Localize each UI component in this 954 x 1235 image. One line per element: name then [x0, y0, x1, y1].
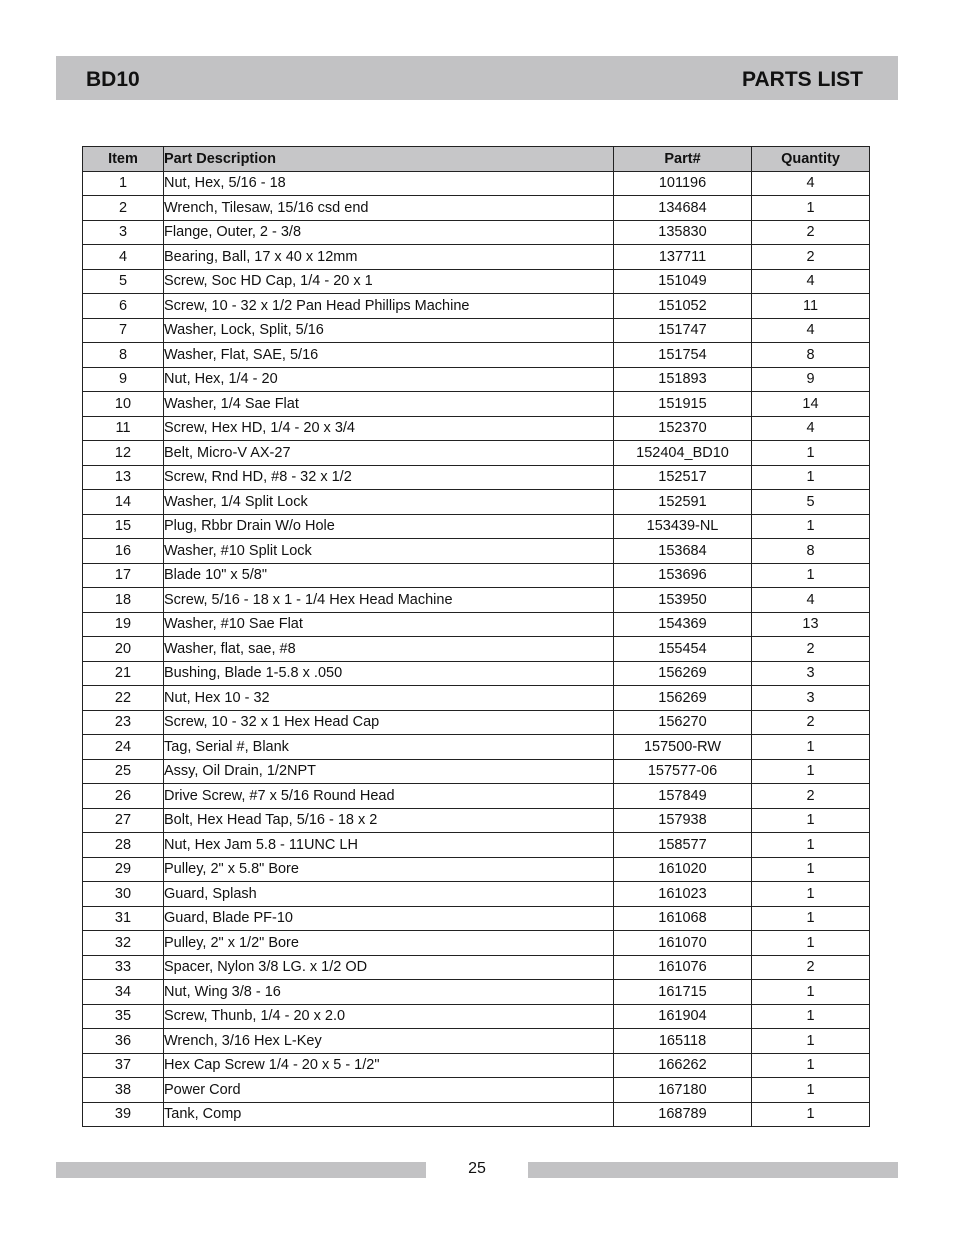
- table-row: [83, 980, 870, 1005]
- table-row: [83, 808, 870, 833]
- quantity-cell: 4: [752, 269, 870, 294]
- table-row: [83, 857, 870, 882]
- table-row: [83, 514, 870, 539]
- part-number-cell: 161070: [614, 931, 752, 956]
- description-cell: Nut, Hex 10 - 32: [164, 686, 614, 711]
- quantity-cell: 1: [752, 882, 870, 907]
- quantity-cell: 1: [752, 514, 870, 539]
- item-cell: 1: [83, 171, 164, 196]
- model-name: BD10: [86, 68, 140, 91]
- part-number-cell: 153950: [614, 588, 752, 613]
- part-number-cell: 158577: [614, 833, 752, 858]
- quantity-cell: 1: [752, 980, 870, 1005]
- item-cell: 27: [83, 808, 164, 833]
- part-number-cell: 151893: [614, 367, 752, 392]
- column-header-part-number: Part#: [614, 147, 752, 172]
- table-row: [83, 1102, 870, 1127]
- table-row: [83, 392, 870, 417]
- part-number-cell: 152370: [614, 416, 752, 441]
- item-cell: 33: [83, 955, 164, 980]
- part-number-cell: 161068: [614, 906, 752, 931]
- description-cell: Assy, Oil Drain, 1/2NPT: [164, 759, 614, 784]
- item-cell: 37: [83, 1053, 164, 1078]
- item-cell: 20: [83, 637, 164, 662]
- table-row: [83, 465, 870, 490]
- description-cell: Wrench, Tilesaw, 15/16 csd end: [164, 196, 614, 221]
- description-cell: Drive Screw, #7 x 5/16 Round Head: [164, 784, 614, 809]
- page-header: [56, 56, 898, 100]
- description-cell: Belt, Micro-V AX-27: [164, 441, 614, 466]
- item-cell: 22: [83, 686, 164, 711]
- table-row: [83, 588, 870, 613]
- part-number-cell: 156270: [614, 710, 752, 735]
- description-cell: Screw, 5/16 - 18 x 1 - 1/4 Hex Head Machine: [164, 588, 614, 613]
- table-row: [83, 1004, 870, 1029]
- description-cell: Hex Cap Screw 1/4 - 20 x 5 - 1/2": [164, 1053, 614, 1078]
- table-row: [83, 294, 870, 319]
- description-cell: Bearing, Ball, 17 x 40 x 12mm: [164, 245, 614, 270]
- part-number-cell: 151747: [614, 318, 752, 343]
- description-cell: Guard, Splash: [164, 882, 614, 907]
- quantity-cell: 5: [752, 490, 870, 515]
- description-cell: Washer, 1/4 Sae Flat: [164, 392, 614, 417]
- item-cell: 23: [83, 710, 164, 735]
- part-number-cell: 152591: [614, 490, 752, 515]
- item-cell: 30: [83, 882, 164, 907]
- quantity-cell: 1: [752, 1053, 870, 1078]
- description-cell: Bolt, Hex Head Tap, 5/16 - 18 x 2: [164, 808, 614, 833]
- quantity-cell: 1: [752, 759, 870, 784]
- description-cell: Nut, Hex, 5/16 - 18: [164, 171, 614, 196]
- item-cell: 17: [83, 563, 164, 588]
- table-row: [83, 686, 870, 711]
- quantity-cell: 1: [752, 808, 870, 833]
- item-cell: 39: [83, 1102, 164, 1127]
- description-cell: Power Cord: [164, 1078, 614, 1103]
- item-cell: 5: [83, 269, 164, 294]
- description-cell: Screw, Hex HD, 1/4 - 20 x 3/4: [164, 416, 614, 441]
- table-row: [83, 196, 870, 221]
- table-row: [83, 1029, 870, 1054]
- quantity-cell: 8: [752, 343, 870, 368]
- column-header-item: Item: [83, 147, 164, 172]
- description-cell: Tag, Serial #, Blank: [164, 735, 614, 760]
- quantity-cell: 1: [752, 465, 870, 490]
- table-row: [83, 563, 870, 588]
- table-row: [83, 171, 870, 196]
- part-number-cell: 166262: [614, 1053, 752, 1078]
- quantity-cell: 4: [752, 171, 870, 196]
- item-cell: 6: [83, 294, 164, 319]
- part-number-cell: 161023: [614, 882, 752, 907]
- description-cell: Nut, Wing 3/8 - 16: [164, 980, 614, 1005]
- quantity-cell: 3: [752, 686, 870, 711]
- quantity-cell: 4: [752, 318, 870, 343]
- part-number-cell: 101196: [614, 171, 752, 196]
- description-cell: Screw, 10 - 32 x 1/2 Pan Head Phillips Machine: [164, 294, 614, 319]
- page-title: PARTS LIST: [742, 68, 863, 91]
- description-cell: Screw, Rnd HD, #8 - 32 x 1/2: [164, 465, 614, 490]
- item-cell: 36: [83, 1029, 164, 1054]
- description-cell: Nut, Hex Jam 5.8 - 11UNC LH: [164, 833, 614, 858]
- item-cell: 24: [83, 735, 164, 760]
- item-cell: 14: [83, 490, 164, 515]
- table-header-row: [83, 147, 870, 172]
- item-cell: 25: [83, 759, 164, 784]
- quantity-cell: 2: [752, 710, 870, 735]
- table-row: [83, 343, 870, 368]
- part-number-cell: 165118: [614, 1029, 752, 1054]
- item-cell: 21: [83, 661, 164, 686]
- part-number-cell: 155454: [614, 637, 752, 662]
- column-header-description: Part Description: [164, 147, 614, 172]
- item-cell: 16: [83, 539, 164, 564]
- part-number-cell: 134684: [614, 196, 752, 221]
- part-number-cell: 151754: [614, 343, 752, 368]
- item-cell: 35: [83, 1004, 164, 1029]
- part-number-cell: 152517: [614, 465, 752, 490]
- description-cell: Nut, Hex, 1/4 - 20: [164, 367, 614, 392]
- part-number-cell: 157938: [614, 808, 752, 833]
- description-cell: Screw, Thunb, 1/4 - 20 x 2.0: [164, 1004, 614, 1029]
- part-number-cell: 161904: [614, 1004, 752, 1029]
- description-cell: Washer, flat, sae, #8: [164, 637, 614, 662]
- item-cell: 19: [83, 612, 164, 637]
- table-row: [83, 539, 870, 564]
- item-cell: 32: [83, 931, 164, 956]
- description-cell: Screw, 10 - 32 x 1 Hex Head Cap: [164, 710, 614, 735]
- item-cell: 8: [83, 343, 164, 368]
- description-cell: Pulley, 2" x 1/2" Bore: [164, 931, 614, 956]
- quantity-cell: 1: [752, 906, 870, 931]
- page-number: 25: [468, 1160, 486, 1177]
- part-number-cell: 137711: [614, 245, 752, 270]
- quantity-cell: 9: [752, 367, 870, 392]
- quantity-cell: 2: [752, 784, 870, 809]
- table-row: [83, 269, 870, 294]
- part-number-cell: 151052: [614, 294, 752, 319]
- table-row: [83, 367, 870, 392]
- quantity-cell: 1: [752, 441, 870, 466]
- part-number-cell: 161076: [614, 955, 752, 980]
- item-cell: 7: [83, 318, 164, 343]
- quantity-cell: 2: [752, 220, 870, 245]
- table-row: [83, 710, 870, 735]
- description-cell: Washer, Flat, SAE, 5/16: [164, 343, 614, 368]
- quantity-cell: 1: [752, 931, 870, 956]
- description-cell: Washer, #10 Split Lock: [164, 539, 614, 564]
- table-row: [83, 759, 870, 784]
- part-number-cell: 151049: [614, 269, 752, 294]
- quantity-cell: 8: [752, 539, 870, 564]
- part-number-cell: 153439-NL: [614, 514, 752, 539]
- table-row: [83, 612, 870, 637]
- description-cell: Spacer, Nylon 3/8 LG. x 1/2 OD: [164, 955, 614, 980]
- quantity-cell: 2: [752, 637, 870, 662]
- quantity-cell: 14: [752, 392, 870, 417]
- part-number-cell: 152404_BD10: [614, 441, 752, 466]
- item-cell: 10: [83, 392, 164, 417]
- description-cell: Blade 10" x 5/8": [164, 563, 614, 588]
- description-cell: Screw, Soc HD Cap, 1/4 - 20 x 1: [164, 269, 614, 294]
- item-cell: 26: [83, 784, 164, 809]
- table-row: [83, 318, 870, 343]
- description-cell: Flange, Outer, 2 - 3/8: [164, 220, 614, 245]
- quantity-cell: 2: [752, 245, 870, 270]
- table-row: [83, 441, 870, 466]
- table-row: [83, 220, 870, 245]
- part-number-cell: 153696: [614, 563, 752, 588]
- item-cell: 11: [83, 416, 164, 441]
- description-cell: Tank, Comp: [164, 1102, 614, 1127]
- table-row: [83, 1053, 870, 1078]
- description-cell: Guard, Blade PF-10: [164, 906, 614, 931]
- description-cell: Washer, 1/4 Split Lock: [164, 490, 614, 515]
- table-row: [83, 784, 870, 809]
- part-number-cell: 161020: [614, 857, 752, 882]
- item-cell: 15: [83, 514, 164, 539]
- part-number-cell: 168789: [614, 1102, 752, 1127]
- description-cell: Wrench, 3/16 Hex L-Key: [164, 1029, 614, 1054]
- description-cell: Washer, #10 Sae Flat: [164, 612, 614, 637]
- footer-bar-left: [56, 1162, 426, 1178]
- quantity-cell: 4: [752, 588, 870, 613]
- table-row: [83, 245, 870, 270]
- quantity-cell: 1: [752, 735, 870, 760]
- table-row: [83, 906, 870, 931]
- part-number-cell: 153684: [614, 539, 752, 564]
- item-cell: 2: [83, 196, 164, 221]
- table-row: [83, 833, 870, 858]
- part-number-cell: 135830: [614, 220, 752, 245]
- quantity-cell: 1: [752, 833, 870, 858]
- item-cell: 34: [83, 980, 164, 1005]
- item-cell: 31: [83, 906, 164, 931]
- quantity-cell: 4: [752, 416, 870, 441]
- column-header-quantity: Quantity: [752, 147, 870, 172]
- part-number-cell: 161715: [614, 980, 752, 1005]
- quantity-cell: 1: [752, 196, 870, 221]
- part-number-cell: 151915: [614, 392, 752, 417]
- part-number-cell: 156269: [614, 686, 752, 711]
- parts-table: [82, 146, 870, 1127]
- table-row: [83, 955, 870, 980]
- description-cell: Pulley, 2" x 5.8" Bore: [164, 857, 614, 882]
- part-number-cell: 154369: [614, 612, 752, 637]
- item-cell: 12: [83, 441, 164, 466]
- quantity-cell: 1: [752, 563, 870, 588]
- footer-bar-right: [528, 1162, 898, 1178]
- quantity-cell: 13: [752, 612, 870, 637]
- quantity-cell: 1: [752, 857, 870, 882]
- table-row: [83, 416, 870, 441]
- parts-table-body: [83, 171, 870, 1127]
- quantity-cell: 1: [752, 1078, 870, 1103]
- table-row: [83, 637, 870, 662]
- description-cell: Plug, Rbbr Drain W/o Hole: [164, 514, 614, 539]
- item-cell: 29: [83, 857, 164, 882]
- item-cell: 4: [83, 245, 164, 270]
- item-cell: 9: [83, 367, 164, 392]
- table-row: [83, 931, 870, 956]
- table-row: [83, 882, 870, 907]
- part-number-cell: 157849: [614, 784, 752, 809]
- description-cell: Bushing, Blade 1-5.8 x .050: [164, 661, 614, 686]
- part-number-cell: 157577-06: [614, 759, 752, 784]
- item-cell: 38: [83, 1078, 164, 1103]
- item-cell: 13: [83, 465, 164, 490]
- item-cell: 28: [83, 833, 164, 858]
- quantity-cell: 1: [752, 1102, 870, 1127]
- item-cell: 18: [83, 588, 164, 613]
- quantity-cell: 3: [752, 661, 870, 686]
- table-row: [83, 735, 870, 760]
- quantity-cell: 1: [752, 1029, 870, 1054]
- table-row: [83, 490, 870, 515]
- table-row: [83, 661, 870, 686]
- table-row: [83, 1078, 870, 1103]
- part-number-cell: 156269: [614, 661, 752, 686]
- quantity-cell: 11: [752, 294, 870, 319]
- description-cell: Washer, Lock, Split, 5/16: [164, 318, 614, 343]
- part-number-cell: 167180: [614, 1078, 752, 1103]
- item-cell: 3: [83, 220, 164, 245]
- quantity-cell: 1: [752, 1004, 870, 1029]
- quantity-cell: 2: [752, 955, 870, 980]
- part-number-cell: 157500-RW: [614, 735, 752, 760]
